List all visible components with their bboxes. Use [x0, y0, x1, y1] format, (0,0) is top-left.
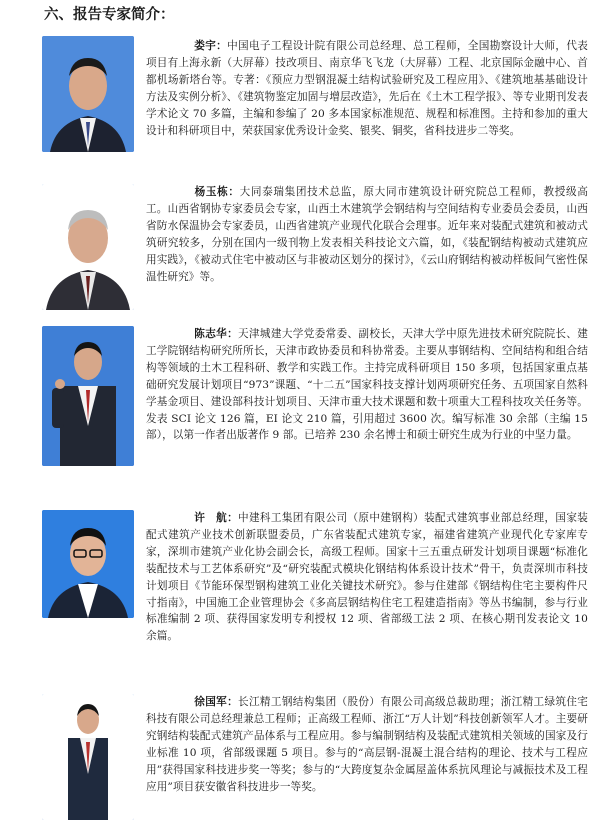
section-title: 六、报告专家简介：	[44, 6, 175, 23]
expert-text: 中国电子工程设计院有限公司总经理、总工程师，全国勘察设计大师，代表项目有上海永新（大屏幕）技改项目、南京华飞飞龙（大屏幕）工程、北京国际金融中心、首都机场新塔台等。专著：《预应力型钢混凝土结构试验研究及工程应用》、《建筑地基基础设计方法及实例分析》、《建筑物鉴定加固与增层改造》，先后在《土木工程学报》、等专业期刊发表学术论文 70 多篇，主编和参编了 20 多本国家标准规范、规程和标准图。主持和参加的重大设计和科研项目中，荣获国家优秀设计金奖、银奖、铜奖，省科技进步二等奖。	[146, 40, 588, 137]
expert-name: 许 航	[194, 512, 228, 524]
expert-text: 大同泰瑞集团技术总监，原大同市建筑设计研究院总工程师，教授级高工。山西省钢协专家委员会专家，山西土木建筑学会钢结构与空间结构专业委员会委员，山西省防水保温协会专家委员，山西省建筑产业现代化联合会理事。近年来对装配式建筑和被动式筑研究较多，分别在国内一级刊物上发表相关科技论文六篇，如，《装配钢结构被动式建筑应用实践》，《被动式住宅中被动区与非被动区划分的探讨》，《云山府钢结构被动样板间气密性保温性研究》等。	[146, 186, 588, 283]
expert-name: 陈志华	[194, 328, 228, 340]
expert-photo-lou-yu	[42, 36, 134, 152]
expert-name: 娄宇	[194, 40, 217, 52]
expert-bio-lou-yu: 娄宇：中国电子工程设计院有限公司总经理、总工程师，全国勘察设计大师，代表项目有上海永新（大屏幕）技改项目、南京华飞飞龙（大屏幕）工程、北京国际金融中心、首都机场新塔台等。专著：《预应力型钢混凝土结构试验研究及工程应用》、《建筑地基基础设计方法及实例分析》、《建筑物鉴定加固与增层改造》，先后在《土木工程学报》、等专业期刊发表学术论文 70 多篇，主编和参编了 20 多本国家标准规范、规程和标准图。主持和参加的重大设计和科研项目中，荣获国家优秀设计金奖、银奖、铜奖，省科技进步二等奖。	[146, 40, 588, 137]
expert-bio-yang-yudong: 杨玉栋：大同泰瑞集团技术总监，原大同市建筑设计研究院总工程师，教授级高工。山西省钢协专家委员会专家，山西土木建筑学会钢结构与空间结构专业委员会委员，山西省防水保温协会专家委员，山西省建筑产业现代化联合会理事。近年来对装配式建筑和被动式筑研究较多，分别在国内一级刊物上发表相关科技论文六篇，如，《装配钢结构被动式建筑应用实践》，《被动式住宅中被动区与非被动区划分的探讨》，《云山府钢结构被动样板间气密性保温性研究》等。	[146, 186, 588, 283]
expert-text: 长江精工钢结构集团（股份）有限公司高级总裁助理；浙江精工绿筑住宅科技有限公司总经理兼总工程师；正高级工程师、浙江“万人计划”科技创新领军人才。主要研究钢结构装配式建筑产品体系与工程应用。参与编制钢结构及装配式建筑相关领域的国家及行业标准 10 项，省部级课题 5 项目。参与的“高层钢-混凝土混合结构的理论、技术与工程应用”获得国家科技进步奖一等奖；参与的“大跨度复杂金属屋盖体系抗风理论与减振技术及工程应用”项目获安徽省科技进步一等奖。	[146, 696, 588, 793]
expert-bio-chen-zhihua: 陈志华：天津城建大学党委常委、副校长，天津大学中原先进技术研究院院长、建工学院钢结构研究所所长，天津市政协委员和科协常委。主要从事钢结构、空间结构和组合结构等领域的土木工程科研、教学和实践工作。主持完成科研项目 150 多项，包括国家重点基础研究发展计划项目“973”课题、“十二五”国家科技支撑计划两项研究任务、五项国家自然科学基金项目、建设部科技计划项目、天津市重大技术课题和数十项重大工程科技攻关任务等。发表 SCI 论文 126 篇，EI 论文 210 篇，引用超过 3600 次。编写标准 30 余部（主编 15 部），以第一作者出版著作 9 部。已培养 230 余名博士和硕士研究生成为行业的中坚力量。	[146, 328, 588, 442]
expert-bio-xu-hang: 许 航：中建科工集团有限公司（原中建钢构）装配式建筑事业部总经理，国家装配式建筑产业技术创新联盟委员，广东省装配式建筑专家，福建省建筑产业现代化专家库专家，深圳市建筑产业化协会副会长，高级工程师。国家十三五重点研发计划项目课题“标准化装配技术与工艺体系研究”及“研究装配式模块化钢结构体系设计技术”骨干，负责深圳市科技计划项目《节能环保型钢构建筑工业化关键技术研究》。参与住建部《钢结构住宅主要构件尺寸指南》，中国施工企业管理协会《多高层钢结构住宅工程建造指南》等丛书编制，参与行业标准编制 2 项、获得国家发明专利授权 12 项、省部级工法 2 项、在核心期刊发表论文 10 余篇。	[146, 512, 588, 643]
expert-photo-yang-yudong	[42, 184, 134, 310]
expert-name: 杨玉栋	[194, 186, 229, 198]
expert-name: 徐国军	[194, 696, 228, 708]
expert-text: 天津城建大学党委常委、副校长，天津大学中原先进技术研究院院长、建工学院钢结构研究所所长，天津市政协委员和科协常委。主要从事钢结构、空间结构和组合结构等领域的土木工程科研、教学和实践工作。主持完成科研项目 150 多项，包括国家重点基础研究发展计划项目“973”课题、“十二五”国家科技支撑计划两项研究任务、五项国家自然科学基金项目、建设部科技计划项目、天津市重大技术课题和数十项重大工程科技攻关任务等。发表 SCI 论文 126 篇，EI 论文 210 篇，引用超过 3600 次。编写标准 30 余部（主编 15 部），以第一作者出版著作 9 部。已培养 230 余名博士和硕士研究生成为行业的中坚力量。	[146, 328, 588, 442]
expert-bio-xu-guojun: 徐国军：长江精工钢结构集团（股份）有限公司高级总裁助理；浙江精工绿筑住宅科技有限公司总经理兼总工程师；正高级工程师、浙江“万人计划”科技创新领军人才。主要研究钢结构装配式建筑产品体系与工程应用。参与编制钢结构及装配式建筑相关领域的国家及行业标准 10 项，省部级课题 5 项目。参与的“高层钢-混凝土混合结构的理论、技术与工程应用”获得国家科技进步奖一等奖；参与的“大跨度复杂金属屋盖体系抗风理论与减振技术及工程应用”项目获安徽省科技进步一等奖。	[146, 696, 588, 793]
expert-text: 中建科工集团有限公司（原中建钢构）装配式建筑事业部总经理，国家装配式建筑产业技术创新联盟委员，广东省装配式建筑专家，福建省建筑产业现代化专家库专家，深圳市建筑产业化协会副会长，高级工程师。国家十三五重点研发计划项目课题“标准化装配技术与工艺体系研究”及“研究装配式模块化钢结构体系设计技术”骨干，负责深圳市科技计划项目《节能环保型钢构建筑工业化关键技术研究》。参与住建部《钢结构住宅主要构件尺寸指南》，中国施工企业管理协会《多高层钢结构住宅工程建造指南》等丛书编制，参与行业标准编制 2 项、获得国家发明专利授权 12 项、省部级工法 2 项、在核心期刊发表论文 10 余篇。	[146, 512, 588, 643]
